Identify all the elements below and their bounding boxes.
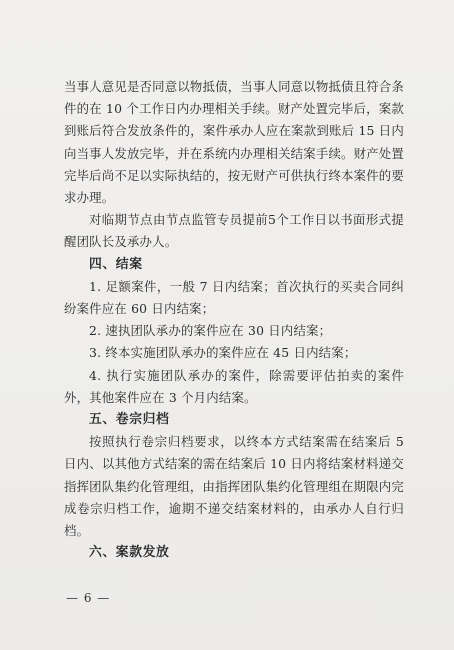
paragraph-asset-disposal: 当事人意见是否同意以物抵债，当事人同意以物抵债且符合条件的在 10 个工作日内办理相关手续。财产处置完毕后，案款到账后符合发放条件的，案件承办人应在案款到账后 15 日内向当事人发放完毕，并在系统内办理相关结案手续。财产处置完毕后尚不足以实际执结的，按无财产可供执行终本案件的要求办理。 — [64, 79, 404, 206]
page-number: — 6 — — [66, 591, 111, 605]
section-heading-archiving: 五、卷宗归档 — [89, 412, 170, 428]
list-item-closing-1: 1. 足额案件，一般 7 日内结案；首次执行的买卖合同纠纷案件应在 60 日内结案； — [64, 278, 404, 317]
list-item-closing-3: 3. 终本实施团队承办的案件应在 45 日内结案； — [89, 345, 357, 361]
section-heading-payment-release: 六、案款发放 — [89, 545, 170, 561]
paragraph-deadline-reminder: 对临期节点由节点监管专员提前5个工作日以书面形式提醒团队长及承办人。 — [64, 212, 404, 250]
section-heading-case-closing: 四、结案 — [89, 256, 143, 272]
list-item-closing-2: 2. 速执团队承办的案件应在 30 日内结案； — [89, 323, 332, 339]
list-item-closing-4: 4. 执行实施团队承办的案件，除需要评估拍卖的案件外，其他案件应在 3 个月内结案。 — [64, 367, 404, 405]
paragraph-archiving: 按照执行卷宗归档要求，以终本方式结案需在结案后 5 日内、以其他方式结案的需在结案后 10 日内将结案材料递交指挥团队集约化管理组，由指挥团队集约化管理组在期限内完成卷宗归档工作，逾期不递交结案材料的，由承办人自行归档。 — [64, 434, 404, 539]
document-body — [64, 76, 404, 564]
